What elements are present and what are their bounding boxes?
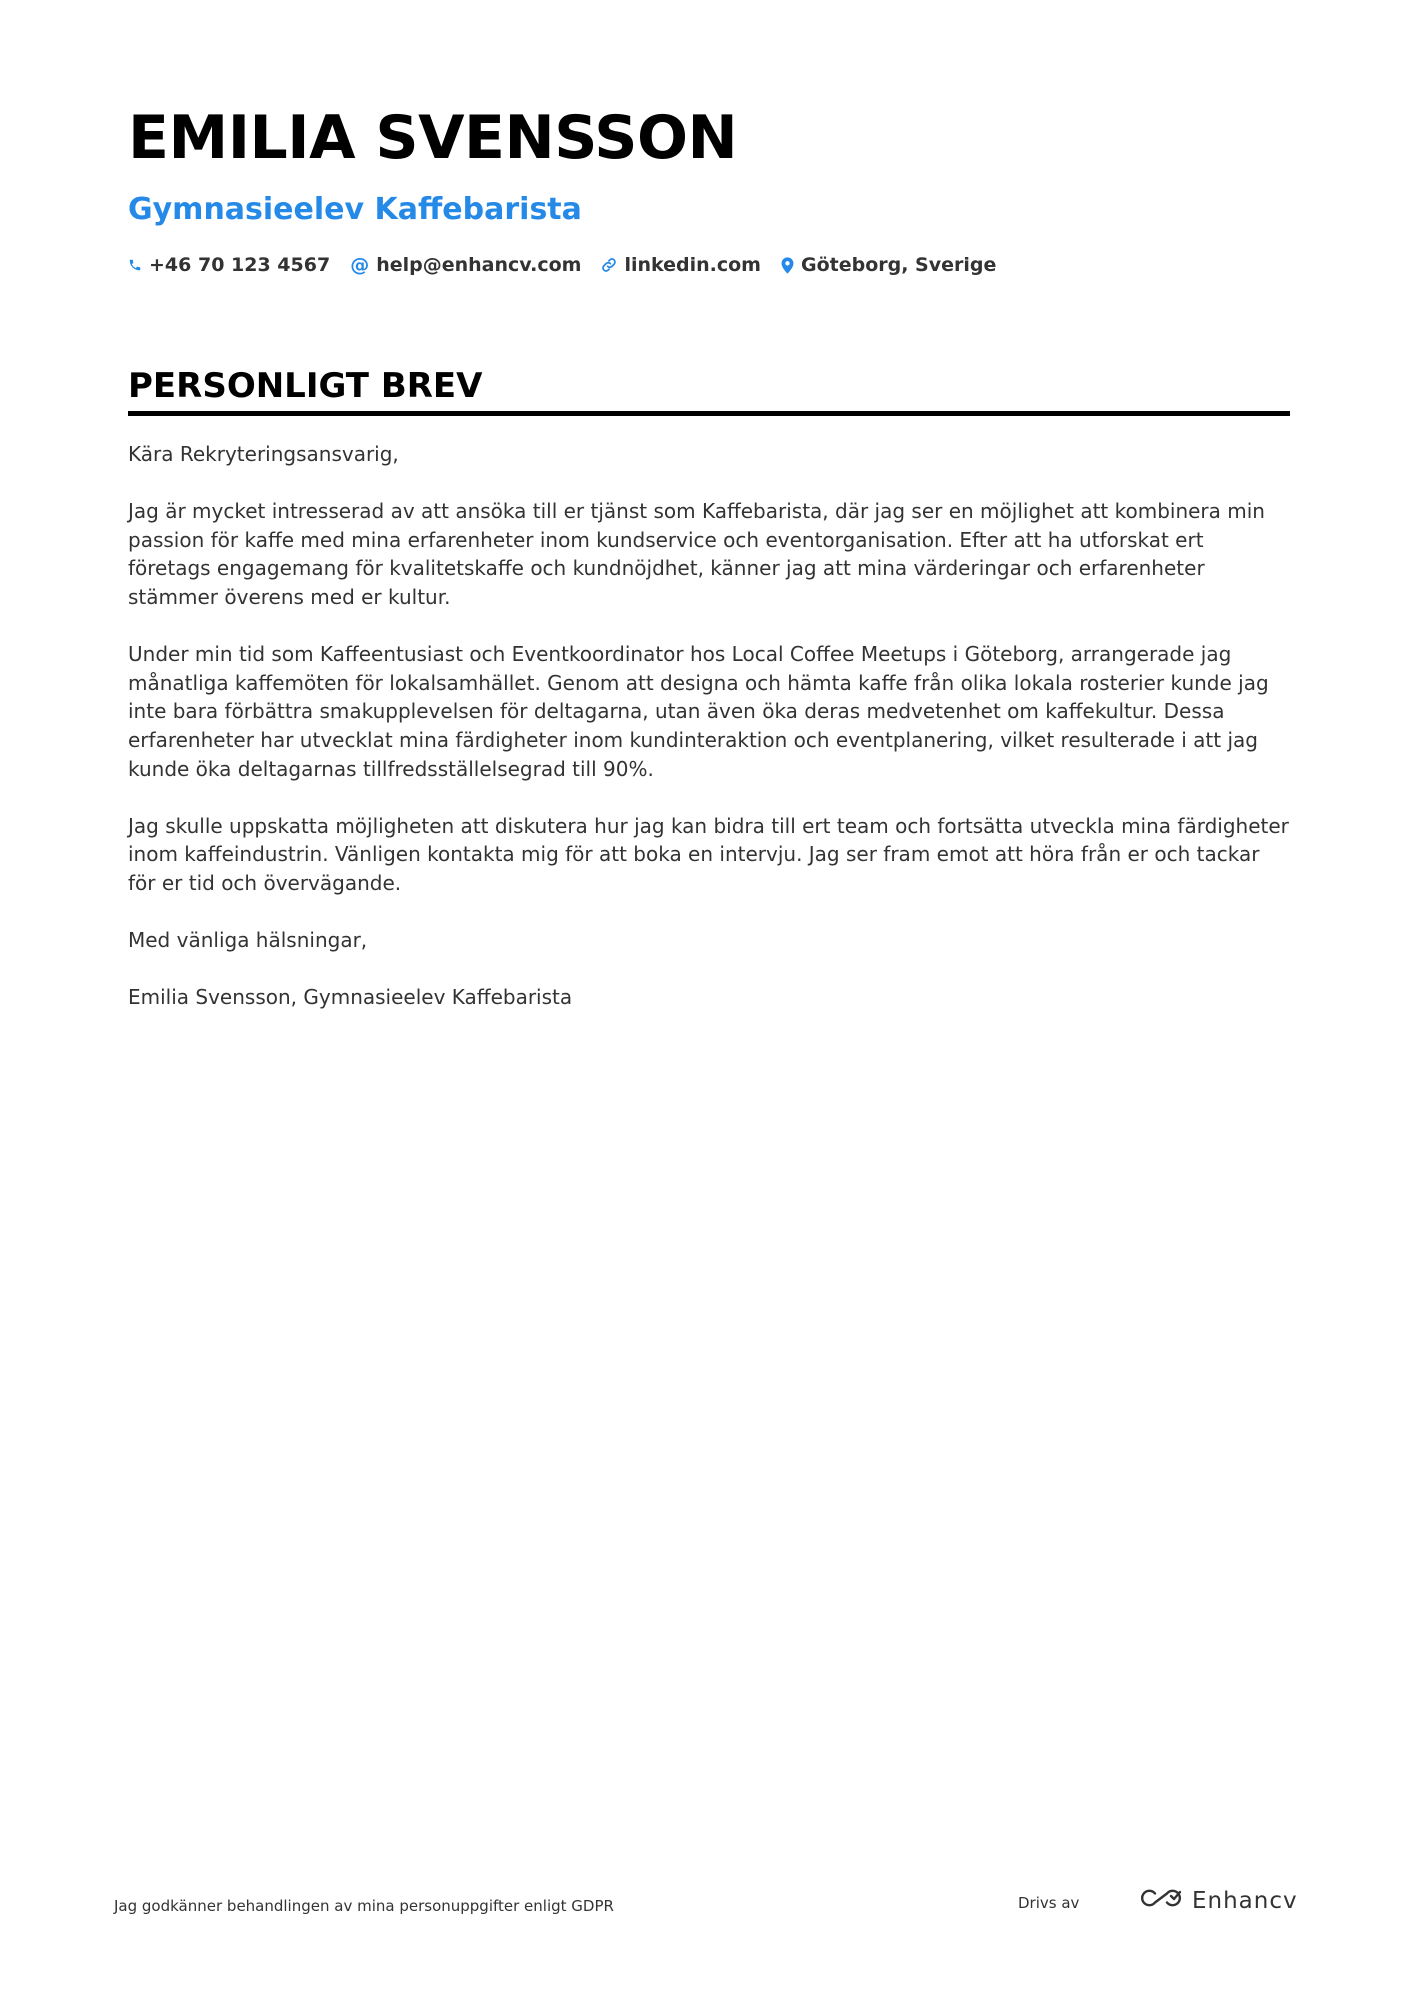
contact-linkedin[interactable]	[601, 254, 761, 276]
contact-phone	[128, 254, 330, 276]
location-pin-icon	[781, 257, 794, 274]
contact-linkedin-text[interactable]: linkedin.com	[624, 254, 761, 276]
applicant-job-title: Gymnasieelev Kaffebarista	[128, 192, 582, 227]
applicant-name: EMILIA SVENSSON	[128, 103, 738, 173]
contact-location-text: Göteborg, Sverige	[800, 254, 997, 276]
phone-icon	[128, 257, 142, 273]
contact-phone-text: +46 70 123 4567	[149, 254, 331, 276]
letter-salutation: Kära Rekryteringsansvarig,	[128, 442, 399, 466]
letter-closing: Med vänliga hälsningar,	[128, 928, 368, 953]
section-title: PERSONLIGT BREV	[128, 366, 483, 406]
letter-paragraph: Jag skulle uppskatta möjligheten att diskutera hur jag kan bidra till ert team och fortsätta utveckla mina färdigheter inom kaffeindustrin. Vänligen kontakta mig för att boka en intervju. Jag ser fram emot att höra från er och tackar för er tid och övervägande.	[128, 813, 1289, 895]
letter-signature: Emilia Svensson, Gymnasieelev Kaffebarista	[128, 985, 573, 1010]
contact-email-text: help@enhancv.com	[376, 254, 582, 276]
powered-by-label: Drivs av	[1018, 1894, 1080, 1912]
contact-email	[350, 254, 581, 276]
contact-location	[781, 254, 996, 276]
letter-paragraph: Under min tid som Kaffeentusiast och Eventkoordinator hos Local Coffee Meetups i Göteborg, arrangerade jag månatliga kaffemöten för lokalsamhället. Genom att designa och hämta kaffe från olika lokala rosterier kunde jag inte bara förbättra smakupplevelsen för deltagarna, utan även öka deras medvetenhet om kaffekultur. Dessa erfarenheter har utvecklat mina färdigheter inom kundinteraktion och eventplanering, vilket resulterade i att jag kunde öka deltagarnas tillfredsställelsegrad till 90%.	[128, 642, 1269, 781]
contact-row	[128, 254, 996, 276]
enhancv-logo-icon	[1138, 1886, 1184, 1915]
letter-paragraph: Jag är mycket intresserad av att ansöka till er tjänst som Kaffebarista, där jag ser en möjlighet att kombinera min passion för kaffe med mina erfarenheter inom kundservice och eventorganisation. Efter att ha utforskat ert företags engagemang för kvalitetskaffe och kundnöjdhet, känner jag att mina värderingar och erfarenheter stämmer överens med er kultur.	[128, 499, 1265, 609]
enhancv-brand[interactable]	[1138, 1886, 1298, 1915]
at-icon: @	[350, 253, 370, 276]
gdpr-consent-note: Jag godkänner behandlingen av mina personuppgifter enligt GDPR	[114, 1897, 614, 1915]
letter-body	[128, 440, 1290, 1040]
link-icon	[601, 257, 617, 273]
section-divider	[128, 411, 1290, 416]
enhancv-brand-name: Enhancv	[1192, 1887, 1298, 1914]
